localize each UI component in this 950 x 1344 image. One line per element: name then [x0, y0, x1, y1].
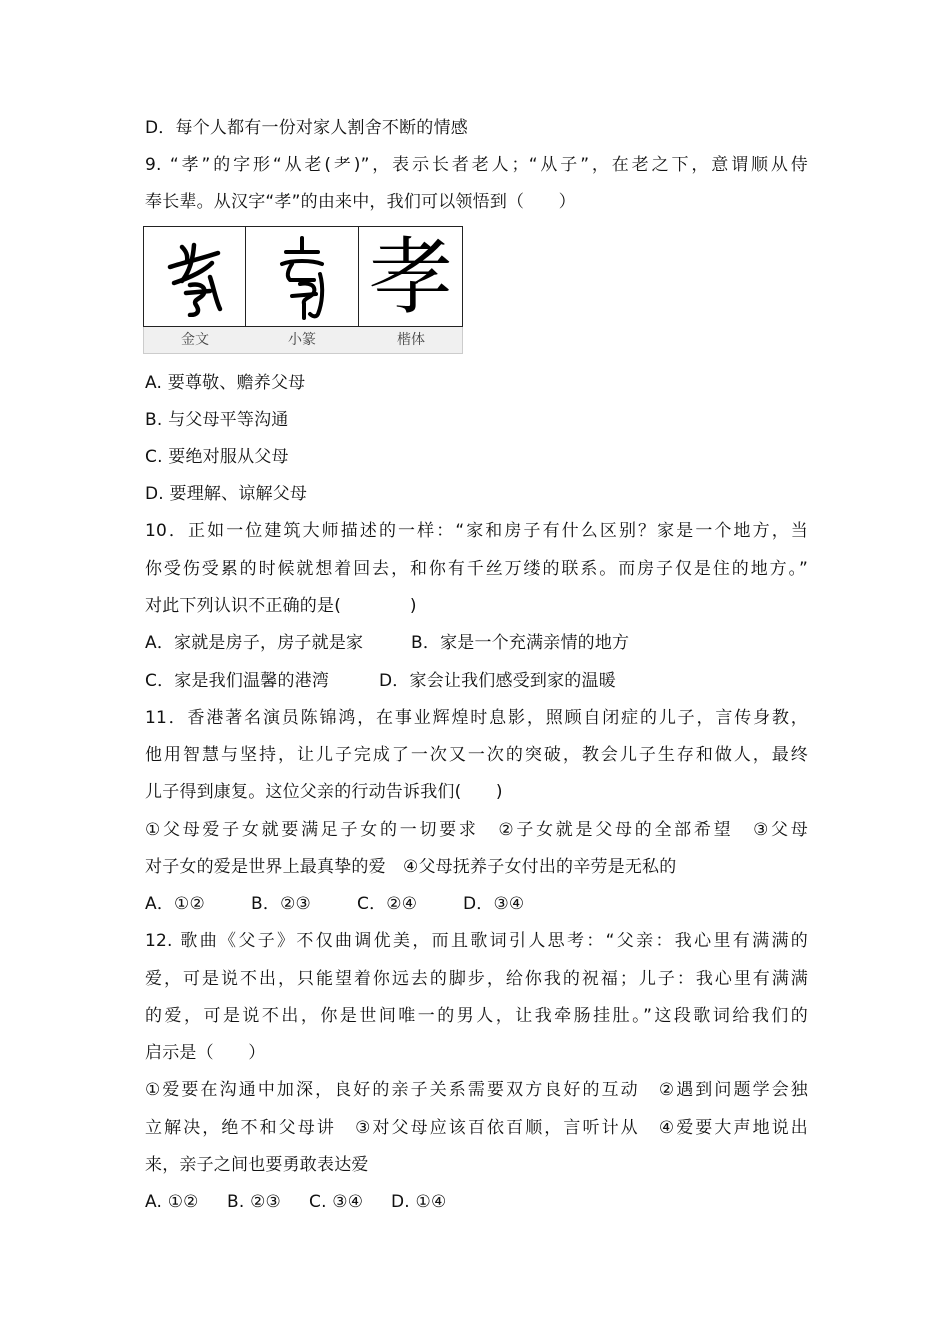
kaiti-glyph: 孝: [368, 227, 453, 326]
q10-options-row-1: [145, 631, 629, 655]
q12-statements-line-1: ①爱要在沟通中加深，良好的亲子关系需要双方良好的互动 ②遇到问题学会独: [145, 1080, 808, 1100]
q12-option-c: C. ③④: [309, 1192, 364, 1212]
q11-stem-line-1: 11．香港著名演员陈锦鸿，在事业辉煌时息影，照顾自闭症的儿子，言传身教，: [145, 708, 808, 728]
q12-option-b: B. ②③: [227, 1192, 281, 1212]
q11-option-a: A．①②: [145, 894, 205, 914]
q8-option-d: D．每个人都有一份对家人割舍不断的情感: [145, 118, 468, 138]
q11-statements-line-1: ①父母爱子女就要满足子女的一切要求 ②子女就是父母的全部希望 ③父母: [145, 820, 808, 840]
jinwen-glyph-icon: [145, 226, 245, 327]
q9-option-b: B. 与父母平等沟通: [145, 410, 289, 430]
q11-option-d: D．③④: [463, 894, 525, 914]
q9-stem-line-1: 9. “孝”的字形“从老(耂)”，表示长者老人；“从子”，在老之下，意谓顺从侍: [145, 155, 808, 175]
q12-stem-line-3: 的爱，可是说不出，你是世间唯一的男人，让我牵肠挂肚。”这段歌词给我们的: [145, 1006, 808, 1026]
q11-statements-line-2: 对子女的爱是世界上最真挚的爱 ④父母抚养子女付出的辛劳是无私的: [145, 857, 677, 877]
q10-option-c: C．家是我们温馨的港湾: [145, 671, 330, 691]
q12-option-d: D. ①④: [391, 1192, 447, 1212]
caption-xiaozhuan: 小篆: [288, 332, 316, 348]
q9-option-a: A. 要尊敬、赡养父母: [145, 373, 306, 393]
q10-stem-line-1: 10．正如一位建筑大师描述的一样：“家和房子有什么区别？家是一个地方，当: [145, 521, 808, 541]
q11-options-row: [145, 892, 524, 916]
q11-option-c: C．②④: [357, 894, 418, 914]
q12-statements-line-2: 立解决，绝不和父母讲 ③对父母应该百依百顺，言听计从 ④爱要大声地说出: [145, 1118, 808, 1138]
caption-kaiti: 楷体: [397, 332, 425, 348]
q11-stem-line-2: 他用智慧与坚持，让儿子完成了一次又一次的突破，教会儿子生存和做人，最终: [145, 745, 808, 765]
q9-option-c: C. 要绝对服从父母: [145, 447, 289, 467]
q10-option-b: B．家是一个充满亲情的地方: [411, 633, 630, 653]
q10-option-a: A．家就是房子，房子就是家: [145, 633, 364, 653]
q12-option-a: A. ①②: [145, 1192, 199, 1212]
q12-stem-line-1: 12. 歌曲《父子》不仅曲调优美，而且歌词引人思考：“父亲：我心里有满满的: [145, 931, 808, 951]
q10-options-row-2: [145, 669, 616, 693]
q11-stem-line-3: 儿子得到康复。这位父亲的行动告诉我们( ): [145, 782, 503, 802]
q9-stem-line-2: 奉长辈。从汉字“孝”的由来中，我们可以领悟到（ ）: [145, 192, 576, 212]
q12-stem-line-4: 启示是（ ）: [145, 1043, 266, 1063]
q11-option-b: B．②③: [251, 894, 311, 914]
caption-jinwen: 金文: [181, 332, 209, 348]
q10-option-d: D．家会让我们感受到家的温暖: [379, 671, 616, 691]
q9-option-d: D. 要理解、谅解父母: [145, 484, 308, 504]
q12-options-row: [145, 1190, 446, 1214]
q10-stem-line-2: 你受伤受累的时候就想着回去，和你有千丝万缕的联系。而房子仅是住的地方。”: [145, 559, 808, 579]
xiao-character-evolution-figure: [143, 226, 463, 354]
xiaozhuan-glyph-icon: [252, 226, 352, 327]
q10-stem-line-3: 对此下列认识不正确的是( ): [145, 596, 417, 616]
q12-statements-line-3: 来，亲子之间也要勇敢表达爱: [145, 1155, 369, 1175]
q12-stem-line-2: 爱，可是说不出，只能望着你远去的脚步，给你我的祝福；儿子：我心里有满满: [145, 969, 808, 989]
